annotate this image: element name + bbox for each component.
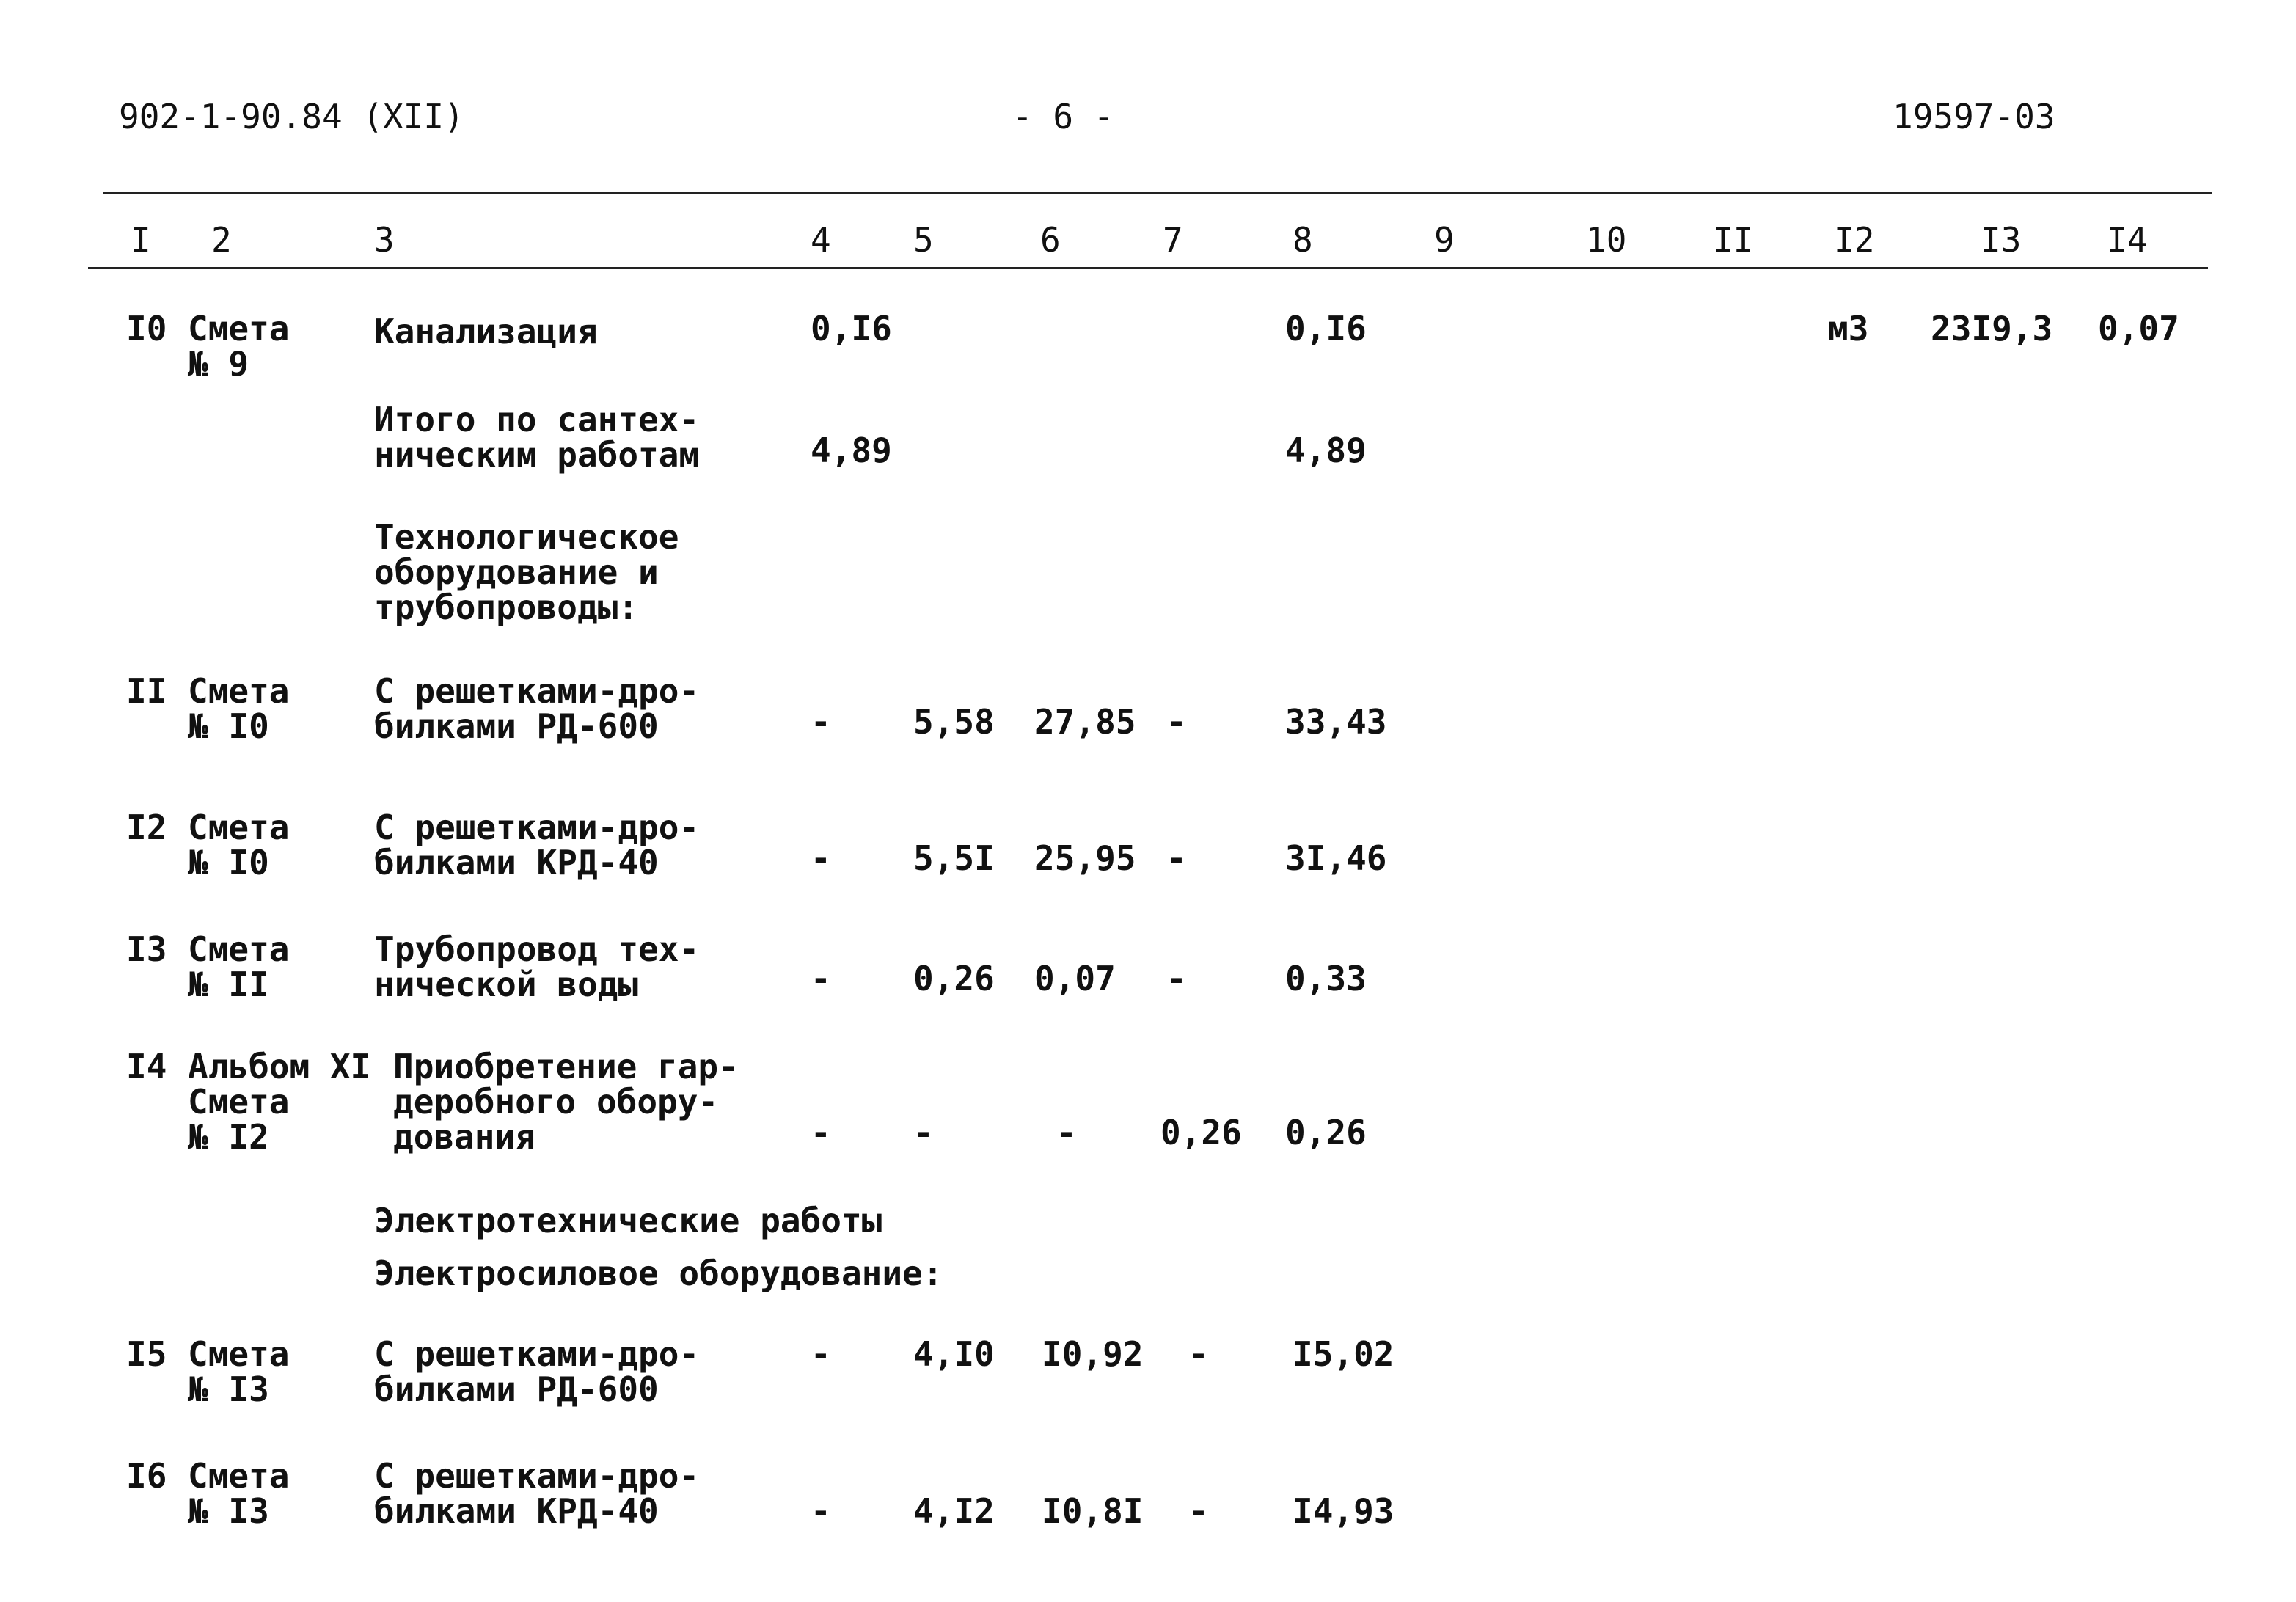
work-name: билками КРД-40 <box>374 1491 659 1531</box>
cell-col8: 3I,46 <box>1285 838 1387 878</box>
cell-col8: 0,I6 <box>1285 309 1367 348</box>
cell-col4: - <box>811 702 831 742</box>
cell-col4: - <box>811 1334 831 1374</box>
column-number: I2 <box>1834 220 1875 260</box>
cell-col6: - <box>1056 1113 1077 1152</box>
work-name: деробного обору- <box>393 1082 719 1122</box>
cell-col4: - <box>811 959 831 998</box>
cell-col7: - <box>1166 702 1187 742</box>
cell-col12: м3 <box>1828 309 1869 348</box>
cell-col4: - <box>811 1491 831 1531</box>
column-number: 6 <box>1040 220 1061 260</box>
cell-col7: - <box>1188 1491 1209 1531</box>
estimate-ref: Смета <box>188 1456 290 1496</box>
row-number: I5 <box>126 1334 167 1374</box>
estimate-ref: Альбом XI <box>188 1047 371 1086</box>
row-number: I4 <box>126 1047 167 1086</box>
page-number: - 6 - <box>1012 97 1114 136</box>
work-name: билками КРД-40 <box>374 843 659 882</box>
cell-col6: 27,85 <box>1034 702 1136 742</box>
cell-col6: I0,92 <box>1042 1334 1144 1374</box>
column-number: 5 <box>913 220 934 260</box>
work-name: С решетками-дро- <box>374 808 700 847</box>
cell-col7: - <box>1166 959 1187 998</box>
estimate-ref: Смета <box>188 1334 290 1374</box>
column-number: II <box>1713 220 1754 260</box>
cell-col5: 0,26 <box>913 959 995 998</box>
work-name: С решетками-дро- <box>374 671 700 711</box>
row-number: II <box>126 671 167 711</box>
estimate-ref: № I3 <box>188 1369 269 1409</box>
row-number: I6 <box>126 1456 167 1496</box>
cell-col6: I0,8I <box>1042 1491 1144 1531</box>
work-name: Трубопровод тех- <box>374 929 700 969</box>
cell-col8: 4,89 <box>1285 431 1367 470</box>
work-name: Канализация <box>374 312 598 351</box>
cell-col4: 4,89 <box>811 431 892 470</box>
table-header-rule <box>88 267 2208 269</box>
column-number: I4 <box>2107 220 2148 260</box>
column-number: 4 <box>811 220 831 260</box>
estimate-ref: № I0 <box>188 843 269 882</box>
cell-col13: 23I9,3 <box>1931 309 2053 348</box>
work-name: билками РД-600 <box>374 706 659 746</box>
cell-col8: I4,93 <box>1293 1491 1394 1531</box>
column-number: 8 <box>1293 220 1313 260</box>
cell-col8: 0,26 <box>1285 1113 1367 1152</box>
cell-col5: - <box>913 1113 934 1152</box>
cell-col4: 0,I6 <box>811 309 892 348</box>
cell-col8: 33,43 <box>1285 702 1387 742</box>
column-number: 9 <box>1434 220 1455 260</box>
row-number: I3 <box>126 929 167 969</box>
column-number: 2 <box>211 220 232 260</box>
section-title: Электросиловое оборудование: <box>374 1254 943 1293</box>
table-top-rule <box>103 192 2212 194</box>
cell-col8: 0,33 <box>1285 959 1367 998</box>
document-id: 19597-03 <box>1893 97 2055 136</box>
cell-col5: 5,58 <box>913 702 995 742</box>
cell-col5: 5,5I <box>913 838 995 878</box>
estimate-ref: № II <box>188 965 269 1004</box>
cell-col4: - <box>811 838 831 878</box>
work-name: ническим работам <box>374 435 700 475</box>
column-number: I3 <box>1981 220 2022 260</box>
cell-col7: - <box>1166 838 1187 878</box>
work-name: билками РД-600 <box>374 1369 659 1409</box>
estimate-ref: № 9 <box>188 344 249 384</box>
cell-col14: 0,07 <box>2098 309 2179 348</box>
cell-col8: I5,02 <box>1293 1334 1394 1374</box>
section-title: Электротехнические работы <box>374 1201 882 1240</box>
cell-col7: - <box>1188 1334 1209 1374</box>
work-name: нической воды <box>374 965 639 1004</box>
estimate-ref: № I3 <box>188 1491 269 1531</box>
section-title: оборудование и <box>374 552 659 592</box>
cell-col6: 0,07 <box>1034 959 1116 998</box>
cell-col5: 4,I2 <box>913 1491 995 1531</box>
column-number: 3 <box>374 220 395 260</box>
estimate-ref: Смета <box>188 1082 290 1122</box>
estimate-ref: Смета <box>188 929 290 969</box>
cell-col6: 25,95 <box>1034 838 1136 878</box>
column-number: I <box>131 220 151 260</box>
work-name: дования <box>393 1117 535 1157</box>
work-name: С решетками-дро- <box>374 1334 700 1374</box>
estimate-ref: Смета <box>188 808 290 847</box>
estimate-ref: № I2 <box>188 1117 269 1157</box>
column-number: 10 <box>1586 220 1627 260</box>
row-number: I2 <box>126 808 167 847</box>
cell-col5: 4,I0 <box>913 1334 995 1374</box>
work-name: Приобретение гар- <box>393 1047 739 1086</box>
section-title: трубопроводы: <box>374 588 639 627</box>
document-code: 902-1-90.84 (XII) <box>119 97 464 136</box>
cell-col4: - <box>811 1113 831 1152</box>
cell-col7: 0,26 <box>1160 1113 1242 1152</box>
estimate-ref: № I0 <box>188 706 269 746</box>
estimate-ref: Смета <box>188 309 290 348</box>
section-title: Технологическое <box>374 517 679 557</box>
work-name: Итого по сантех- <box>374 400 700 439</box>
work-name: С решетками-дро- <box>374 1456 700 1496</box>
estimate-ref: Смета <box>188 671 290 711</box>
column-number: 7 <box>1163 220 1183 260</box>
row-number: I0 <box>126 309 167 348</box>
